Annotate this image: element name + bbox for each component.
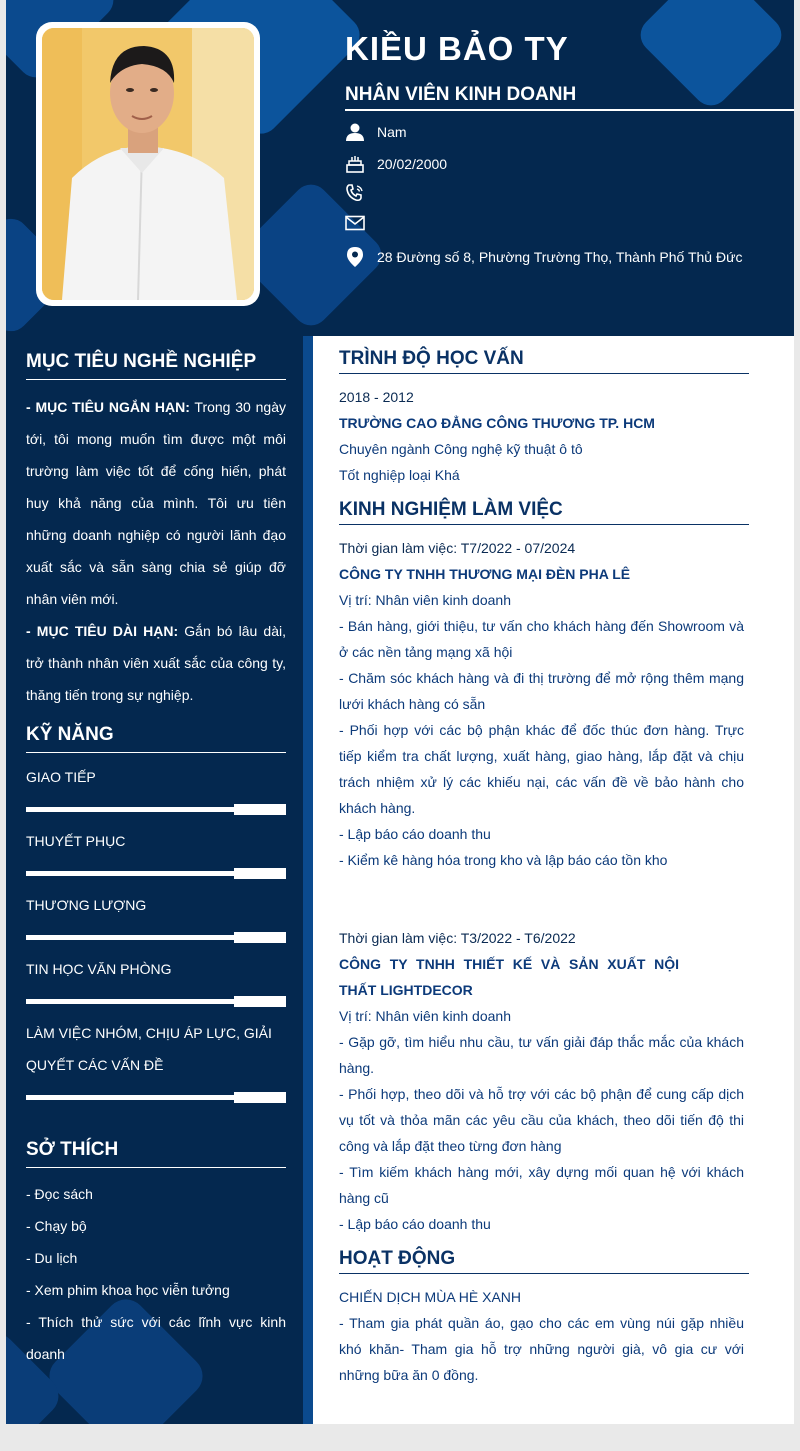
- activities-title: HOẠT ĐỘNG: [339, 1248, 456, 1269]
- candidate-name: KIỀU BẢO TY: [345, 30, 569, 67]
- hobby-item: - Thích thử sức với các lĩnh vực kinh doanh: [26, 1314, 286, 1362]
- candidate-role: NHÂN VIÊN KINH DOANH: [345, 84, 577, 105]
- objective-long: [26, 615, 286, 711]
- education-major: Chuyên ngành Công nghệ kỹ thuật ô tô: [339, 441, 583, 457]
- job-position: Vị trí: Nhân viên kinh doanh: [339, 592, 511, 608]
- gender-row: [345, 122, 407, 142]
- skill-level-bar: [26, 996, 286, 1007]
- skill-level-rail: [26, 871, 234, 876]
- job-task: - Kiểm kê hàng hóa trong kho và lập báo cáo tồn kho: [339, 852, 668, 868]
- birthday-row: [345, 154, 447, 174]
- activity-name: CHIẾN DỊCH MÙA HÈ XANH: [339, 1289, 522, 1305]
- job-period: Thời gian làm việc: T7/2022 - 07/2024: [339, 540, 576, 556]
- activity-text: - Tham gia phát quần áo, gạo cho các em vùng núi gặp nhiều khó khăn- Tham gia hỗ trợ những người già, vô gia cư với những bữa ăn 0 đồng.: [339, 1315, 744, 1383]
- education-grade: Tốt nghiệp loại Khá: [339, 467, 460, 483]
- job-task: - Lập báo cáo doanh thu: [339, 1216, 491, 1232]
- email-row: [345, 213, 377, 233]
- skills-title: KỸ NĂNG: [26, 724, 114, 745]
- job-task: - Phối hợp, theo dõi và hỗ trợ với các bộ phận để cung cấp dịch vụ tốt và thỏa mãn các yêu cầu của khách, theo dõi tiến độ thi công và lắp đặt theo từng đơn hàng: [339, 1086, 744, 1154]
- sidebar-edge: [303, 336, 313, 1424]
- birthday-value: 20/02/2000: [377, 156, 448, 172]
- job-task: - Bán hàng, giới thiệu, tư vấn cho khách hàng đến Showroom và ở các nền tảng mạng xã hội: [339, 618, 744, 660]
- skill-level-bar: [26, 804, 286, 815]
- skill-level-rail: [26, 807, 234, 812]
- job-task: - Lập báo cáo doanh thu: [339, 826, 491, 842]
- map-pin-icon: [345, 247, 365, 267]
- divider: [26, 1167, 286, 1168]
- divider: [345, 109, 794, 111]
- job-company: CÔNG TY TNHH THIẾT KẾ VÀ SẢN XUẤT NỘI THẤT LIGHTDECOR: [339, 956, 679, 998]
- objective-long-label: - MỤC TIÊU DÀI HẠN:: [26, 623, 179, 639]
- objective-long-text: Gắn bó lâu dài, trở thành nhân viên xuất sắc của công ty, thăng tiến trong sự nghiệp.: [26, 623, 286, 703]
- education-title: TRÌNH ĐỘ HỌC VẤN: [339, 348, 524, 369]
- education-school: TRƯỜNG CAO ĐẲNG CÔNG THƯƠNG TP. HCM: [339, 415, 655, 431]
- skill-label: GIAO TIẾP: [26, 769, 96, 785]
- objective-short: [26, 391, 286, 615]
- divider: [26, 379, 286, 380]
- phone-row: [345, 183, 377, 203]
- skill-level-rail: [26, 935, 234, 940]
- objective-title: MỤC TIÊU NGHỀ NGHIỆP: [26, 351, 257, 372]
- job-task: - Phối hợp với các bộ phận khác để đốc thúc đơn hàng. Trực tiếp kiểm tra chất lượng, xuất hàng, giao hàng, lắp đặt và chịu trách nhiệm xử lý các khiếu nại, các vấn đề về bảo hành cho khách hàng.: [339, 722, 744, 816]
- divider: [339, 373, 749, 374]
- envelope-icon: [345, 213, 365, 233]
- divider: [26, 752, 286, 753]
- portrait-illustration: [42, 28, 254, 300]
- cake-icon: [345, 154, 365, 174]
- cv-header: [6, 0, 794, 336]
- experience-title: KINH NGHIỆM LÀM VIỆC: [339, 499, 563, 520]
- job-task: - Gặp gỡ, tìm hiểu nhu cầu, tư vấn giải đáp thắc mắc của khách hàng.: [339, 1034, 744, 1076]
- profile-photo: [36, 22, 260, 306]
- left-sidebar: [6, 336, 313, 1424]
- cv-page: [6, 0, 794, 1424]
- skill-level-bar: [26, 932, 286, 943]
- skill-level-rail: [26, 999, 234, 1004]
- job-period: Thời gian làm việc: T3/2022 - T6/2022: [339, 930, 576, 946]
- job-company: CÔNG TY TNHH THƯƠNG MẠI ĐÈN PHA LÊ: [339, 566, 631, 582]
- objective-short-text: Trong 30 ngày tới, tôi mong muốn tìm được một môi trường làm việc tốt để cống hiến, phát huy khả năng của mình. Tôi ưu tiên những doanh nghiệp có người lãnh đạo xuất sắc và sẵn sàng chia sẻ giúp đỡ nhân viên mới.: [26, 399, 286, 607]
- job-task: - Tìm kiếm khách hàng mới, xây dựng mối quan hệ với khách hàng cũ: [339, 1164, 744, 1206]
- job-task: - Chăm sóc khách hàng và đi thị trường để mở rộng thêm mạng lưới khách hàng có sẵn: [339, 670, 744, 712]
- skill-level-bar: [26, 868, 286, 879]
- hobby-item: - Đọc sách: [26, 1186, 93, 1202]
- education-years: 2018 - 2012: [339, 389, 414, 405]
- address-value: 28 Đường số 8, Phường Trường Thọ, Thành Phố Thủ Đức: [377, 249, 743, 265]
- skill-label: TIN HỌC VĂN PHÒNG: [26, 961, 172, 977]
- address-row: [345, 247, 742, 267]
- objective-short-label: - MỤC TIÊU NGẮN HẠN:: [26, 399, 190, 415]
- divider: [339, 524, 749, 525]
- skill-level-bar: [26, 1092, 286, 1103]
- decor-shape: [633, 0, 789, 113]
- hobby-item: - Chạy bộ: [26, 1218, 87, 1234]
- skill-label: THƯƠNG LƯỢNG: [26, 897, 147, 913]
- skill-label: LÀM VIỆC NHÓM, CHỊU ÁP LỰC, GIẢI QUYẾT CÁC VẤN ĐỀ: [26, 1025, 272, 1073]
- portrait-image: [42, 28, 254, 300]
- phone-icon: [345, 183, 365, 203]
- job-position: Vị trí: Nhân viên kinh doanh: [339, 1008, 511, 1024]
- skill-label: THUYẾT PHỤC: [26, 833, 126, 849]
- gender-value: Nam: [377, 124, 407, 140]
- hobby-item: - Xem phim khoa học viễn tưởng: [26, 1282, 230, 1298]
- hobby-item: - Du lịch: [26, 1250, 78, 1266]
- divider: [339, 1273, 749, 1274]
- hobbies-title: SỞ THÍCH: [26, 1139, 119, 1160]
- skill-level-rail: [26, 1095, 234, 1100]
- user-icon: [345, 122, 365, 142]
